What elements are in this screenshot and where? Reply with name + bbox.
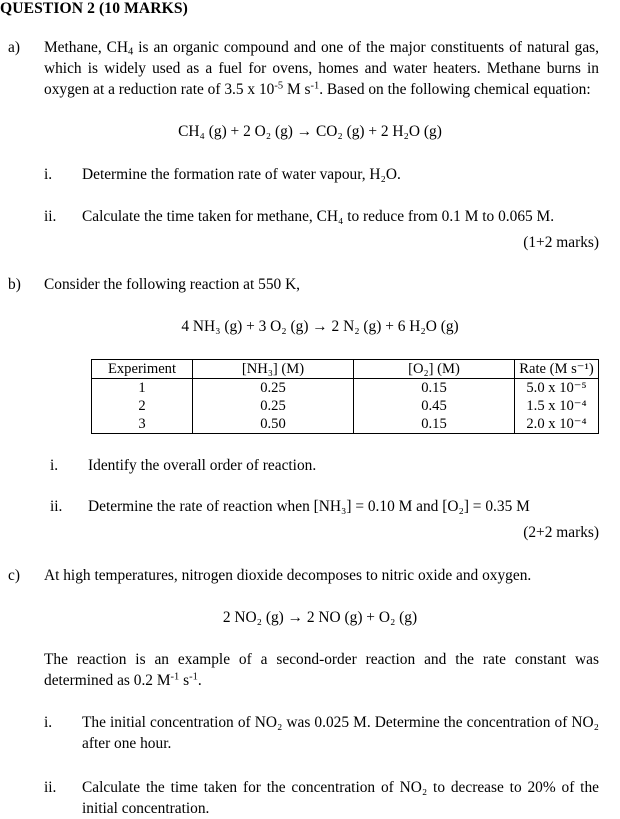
table-cell: 0.50 [193,415,354,434]
table-cell: 1 [92,379,193,398]
part-a-q-i-text: Determine the formation rate of water vapour, H₂O. [82,166,401,183]
table-header-cell: Rate (M s⁻¹) [515,360,599,379]
table-cell: 3 [92,415,193,434]
part-c-text-1: The reaction is an example of a second-order reaction and the rate constant was determined as 0.2 M [44,651,599,689]
part-a-marks: (1+2 marks) [523,234,599,251]
part-c-paragraph [44,649,599,691]
table-cell: 1.5 x 10⁻⁴ [515,397,599,415]
part-b-q-ii-label: ii. [50,498,63,515]
part-b-q-i-text: Identify the overall order of reaction. [88,457,317,474]
part-b-equation: 4 NH₃ (g) + 3 O₂ (g) → 2 N₂ (g) + 6 H₂O (g) [181,318,459,335]
part-c-intro: At high temperatures, nitrogen dioxide decomposes to nitric oxide and oxygen. [44,567,532,584]
part-a-label: a) [8,39,20,56]
part-c-q-i-label: i. [44,714,53,731]
part-b-label: b) [8,276,21,293]
part-c-text-3: . [197,672,202,689]
table-row [92,379,599,398]
table-row [92,415,599,434]
table-cell: 2 [92,397,193,415]
part-a-sup-1: -5 [274,80,284,92]
table-cell: 5.0 x 10⁻⁵ [515,379,599,398]
part-c-text-2: s [179,672,190,689]
part-a-q-ii-label: ii. [44,208,57,225]
part-b-marks: (2+2 marks) [523,524,599,541]
part-a-q-ii-text: Calculate the time taken for methane, CH₄ to reduce from 0.1 M to 0.065 M. [82,208,555,225]
part-c-sup-2: -1 [189,671,198,683]
question-heading: QUESTION 2 (10 MARKS) [0,0,188,17]
part-a-paragraph [44,37,599,100]
table-row [92,397,599,415]
table-header-cell: Experiment [92,360,193,379]
part-c-equation: 2 NO₂ (g) → 2 NO (g) + O₂ (g) [222,609,418,626]
part-a-sub-1: 4 [128,46,134,58]
table-cell: 0.25 [193,397,354,415]
part-a-text-1: Methane, CH [44,39,129,56]
table-cell: 2.0 x 10⁻⁴ [515,415,599,434]
rate-data-table [91,359,599,434]
part-c-q-i-text: The initial concentration of NO₂ was 0.025 M. Determine the concentration of NO₂ after one hour. [82,714,599,752]
table-cell: 0.45 [354,397,515,415]
part-a-text-2: is an organic compound and one of the major constituents of natural gas, which is widely used as a fuel for ovens, homes and water heaters. Methane burns in oxygen at a reduction rate of 3.5 x 10 [44,39,599,98]
part-c-label: c) [8,567,20,584]
table-header-cell: [O₂] (M) [354,360,515,379]
part-a-text-3: M s [283,81,311,98]
table-cell: 0.25 [193,379,354,398]
table-cell: 0.15 [354,379,515,398]
part-a-text-4: . Based on the following chemical equation: [319,81,591,98]
part-b-q-ii-text: Determine the rate of reaction when [NH₃] = 0.10 M and [O₂] = 0.35 M [88,498,530,515]
table-cell: 0.15 [354,415,515,434]
table-header-cell: [NH₃] (M) [193,360,354,379]
part-b-q-i-label: i. [50,457,59,474]
part-b-intro: Consider the following reaction at 550 K, [44,276,301,293]
part-a-sup-2: -1 [310,80,320,92]
part-a-q-i-label: i. [44,166,53,183]
part-a-equation: CH₄ (g) + 2 O₂ (g) → CO₂ (g) + 2 H₂O (g) [178,123,442,140]
part-c-sup-1: -1 [170,671,180,683]
part-c-q-ii-label: ii. [44,779,57,796]
part-c-q-ii-text: Calculate the time taken for the concentration of NO₂ to decrease to 20% of the initial concentration. [82,779,599,817]
table-header-row [92,360,599,379]
